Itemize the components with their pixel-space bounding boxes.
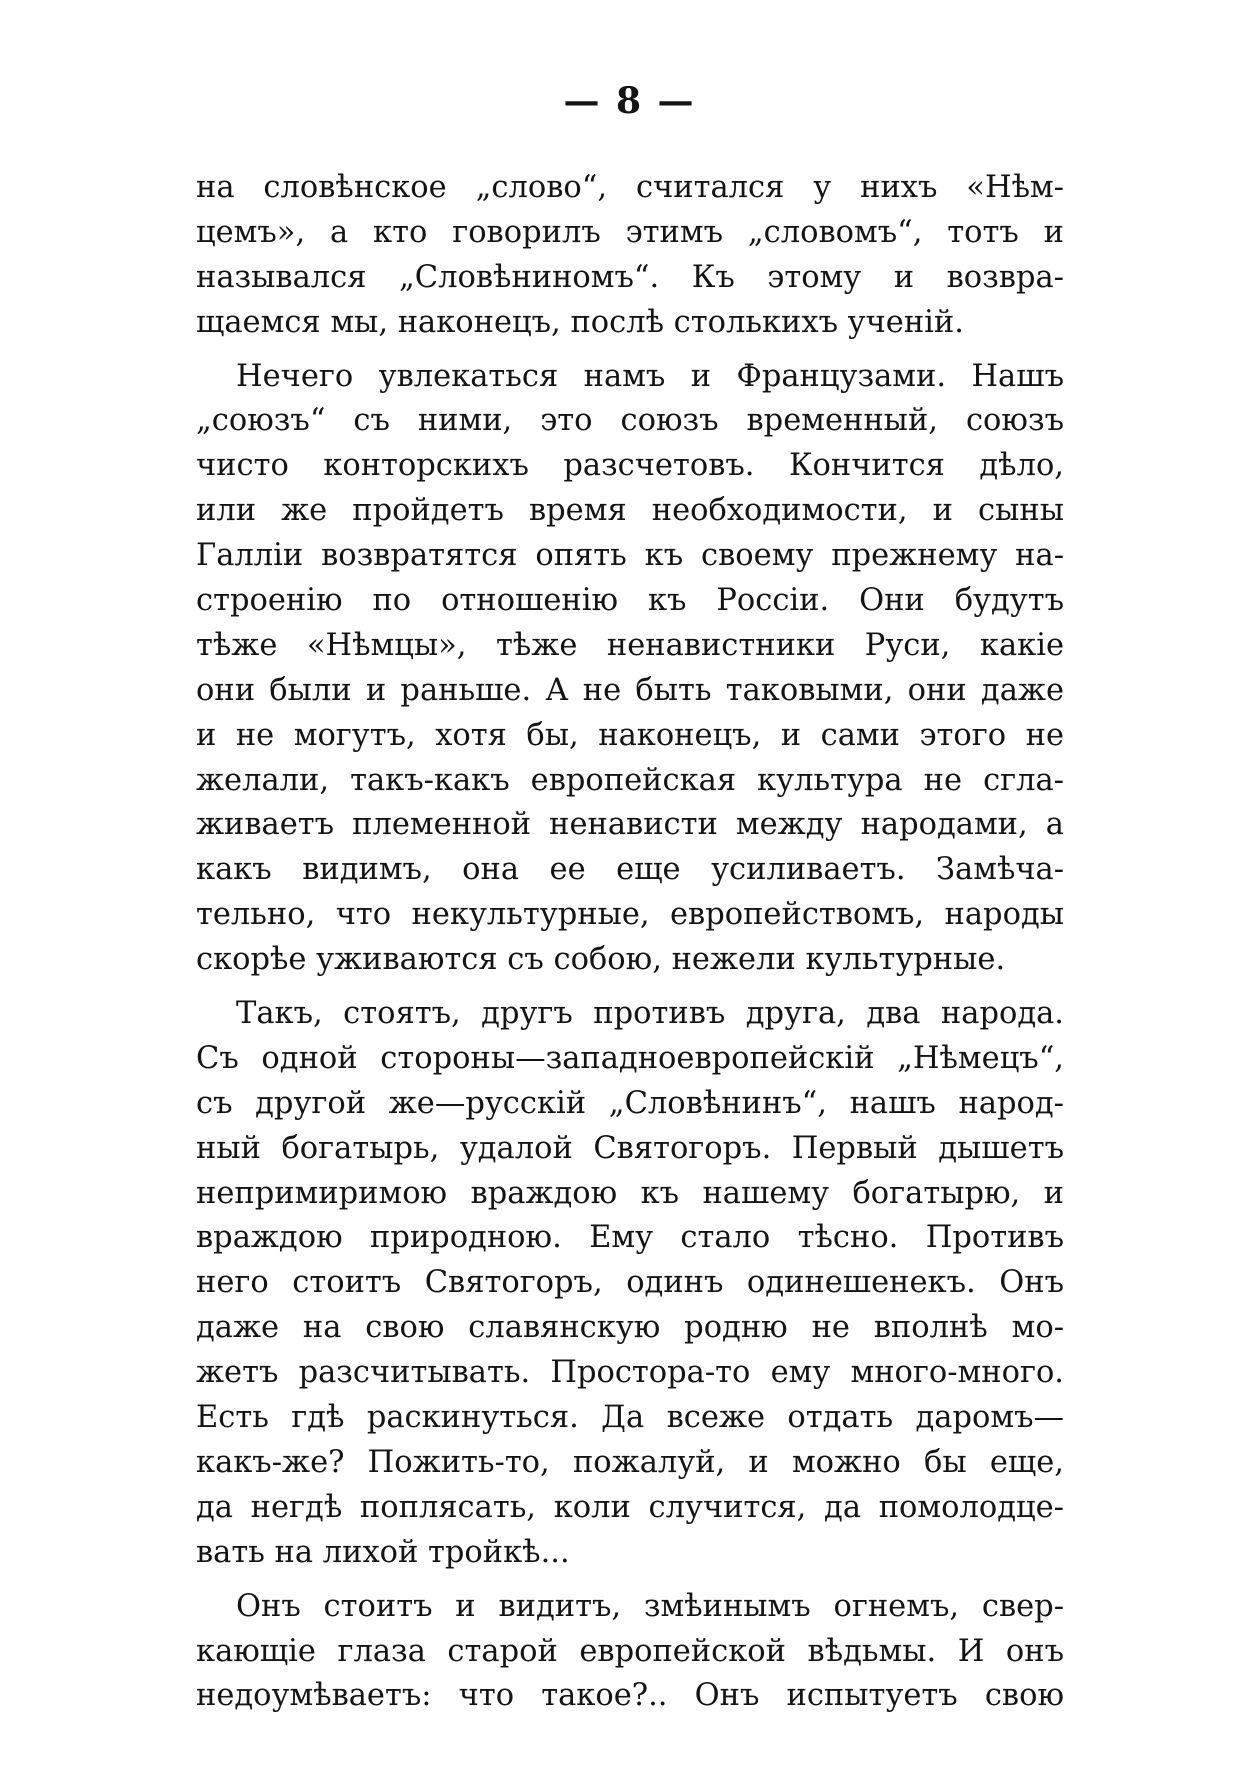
text-body (196, 166, 1064, 1719)
text-line: Есть гдѣ раскинуться. Да всеже отдать даромъ— (196, 1400, 1064, 1436)
text-line: тѣже «Нѣмцы», тѣже ненавистники Руси, какіе (196, 627, 1064, 663)
text-line: враждою природною. Ему стало тѣсно. Противъ (196, 1220, 1064, 1256)
text-line: желали, такъ-какъ европейская культура не сгла- (196, 762, 1064, 798)
text-line: жетъ разсчитывать. Простора-то ему много-много. (196, 1355, 1064, 1391)
text-line: чисто конторскихъ разсчетовъ. Кончится дѣло, (196, 448, 1064, 484)
page-number: — 8 — (563, 80, 696, 122)
text-line: какъ видимъ, она ее еще усиливаетъ. Замѣча- (196, 852, 1064, 888)
text-line: или же пройдетъ время необходимости, и сыны (196, 493, 1064, 529)
text-line: живаетъ племенной ненависти между народами, а (196, 807, 1064, 843)
text-line: на словѣнское „слово“, считался у нихъ «Нѣм- (196, 170, 1064, 205)
text-line: они были и раньше. А не быть таковыми, они даже (196, 672, 1064, 708)
text-line: щаемся мы, наконецъ, послѣ столькихъ ученій. (196, 304, 964, 340)
text-line: назывался „Словѣниномъ“. Къ этому и возвра- (196, 259, 1064, 295)
text-line: цемъ», а кто говорилъ этимъ „словомъ“, тотъ и (196, 214, 1064, 250)
paragraph-gap (196, 1576, 1064, 1585)
text-line: Нечего увлекаться намъ и Французами. Нашъ (236, 358, 1064, 394)
text-line: тельно, что некультурные, европействомъ, народы (196, 897, 1064, 933)
text-line: Галліи возвратятся опять къ своему прежнему на- (196, 538, 1064, 574)
text-line: да негдѣ поплясать, коли случится, да помолодце- (196, 1489, 1064, 1525)
text-line: строенію по отношенію къ Россіи. Они будутъ (196, 583, 1064, 619)
text-line: него стоитъ Святогоръ, одинъ одинешенекъ. Онъ (196, 1265, 1064, 1301)
text-line: скорѣе уживаются съ собою, нежели культурные. (196, 942, 1006, 978)
paragraph (196, 1585, 1064, 1720)
text-line: Онъ стоитъ и видитъ, змѣинымъ огнемъ, свер- (236, 1588, 1064, 1624)
paragraph (196, 355, 1064, 983)
text-line: „союзъ“ съ ними, это союзъ временный, союзъ (196, 403, 1064, 439)
text-line: недоумѣваетъ: что такое?.. Онъ испытуетъ свою (196, 1678, 1064, 1714)
text-line: и не могутъ, хотя бы, наконецъ, и сами этого не (196, 717, 1064, 753)
paragraph-gap (196, 346, 1064, 355)
paragraph (196, 992, 1064, 1576)
paragraph (196, 166, 1064, 346)
text-line: Съ одной стороны—западноевропейскій „Нѣмецъ“, (196, 1040, 1064, 1076)
paragraph-gap (196, 983, 1064, 992)
text-line: ный богатырь, удалой Святогоръ. Первый дышетъ (196, 1130, 1064, 1166)
text-line: кающіе глаза старой европейской вѣдьмы. И онъ (196, 1633, 1064, 1669)
text-line: какъ-же? Пожить-то, пожалуй, и можно бы еще, (196, 1444, 1064, 1480)
text-line: съ другой же—русскій „Словѣнинъ“, нашъ народ- (196, 1085, 1064, 1121)
text-line: вать на лихой тройкѣ... (196, 1534, 570, 1570)
text-line: даже на свою славянскую родню не вполнѣ мо- (196, 1310, 1064, 1346)
text-line: Такъ, стоятъ, другъ противъ друга, два народа. (236, 996, 1064, 1032)
text-line: непримиримою враждою къ нашему богатырю, и (196, 1175, 1064, 1211)
